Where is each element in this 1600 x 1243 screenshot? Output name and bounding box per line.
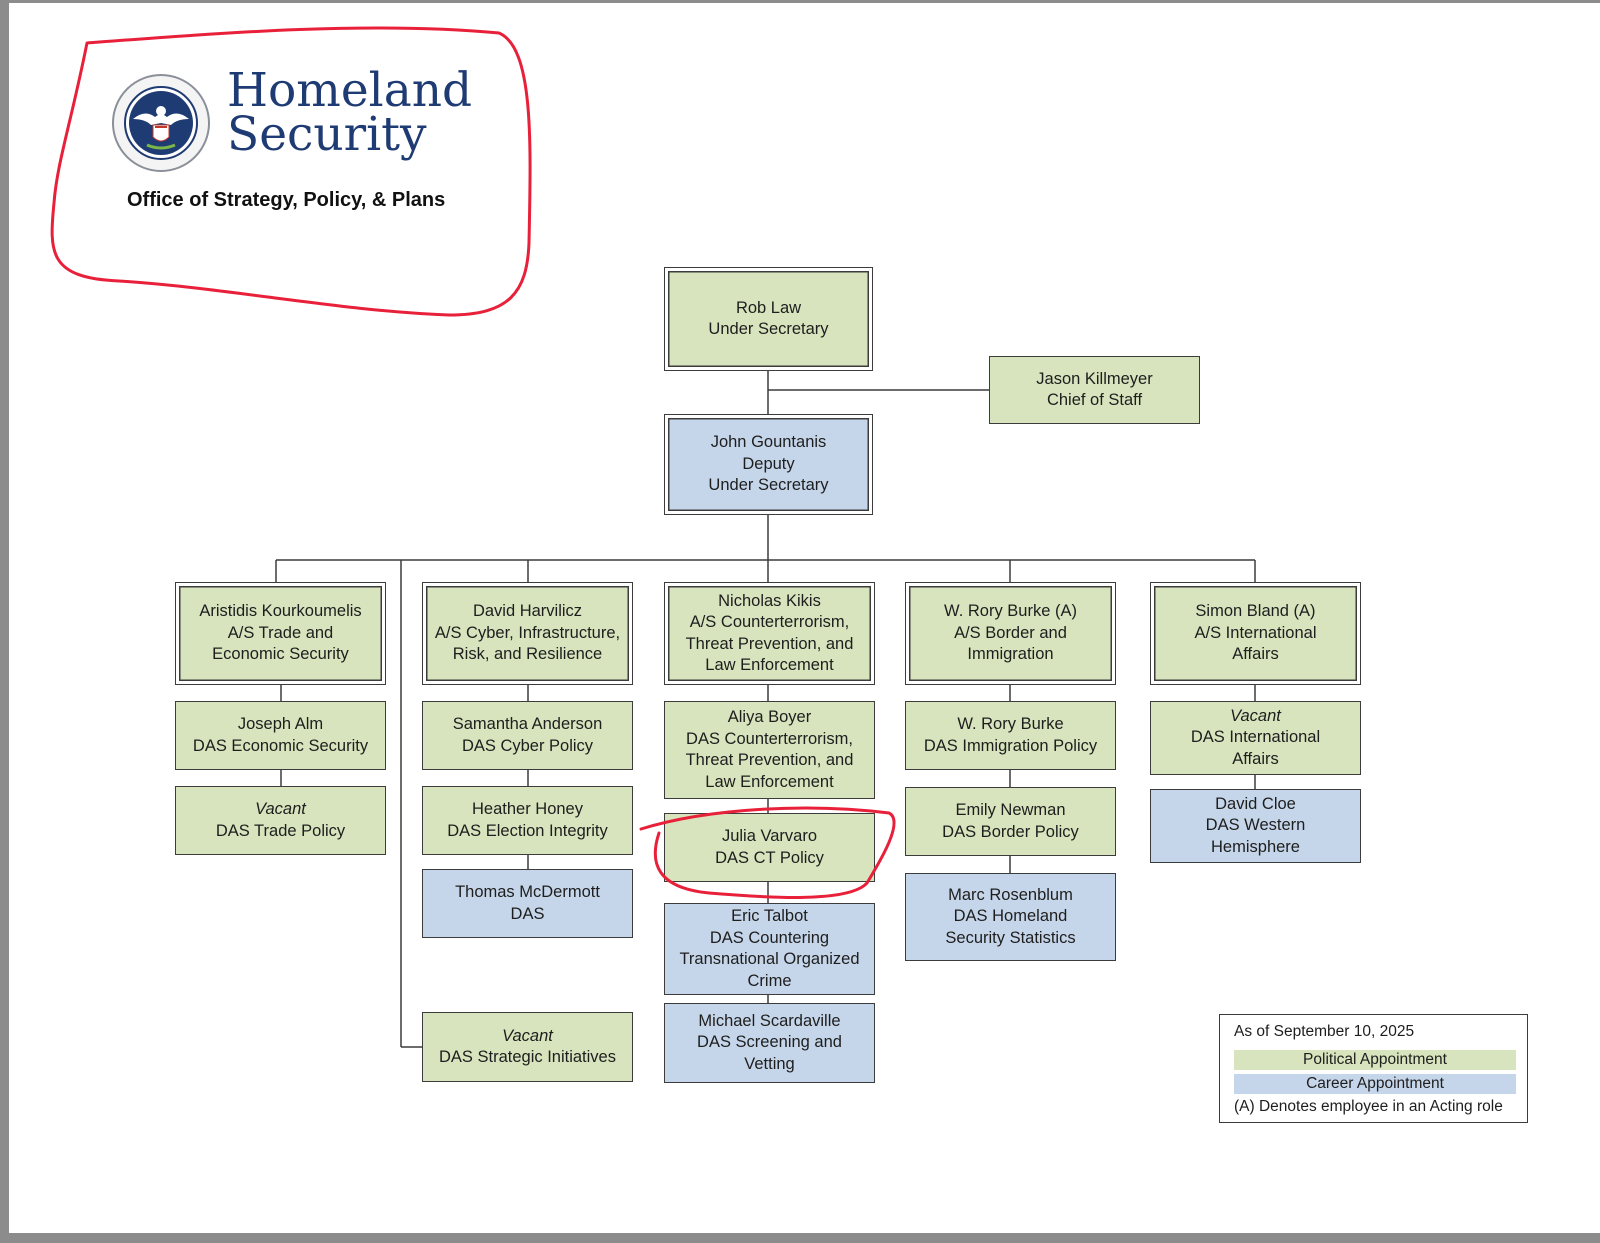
box-name: Vacant [1230, 706, 1281, 725]
box-title: DAS Economic Security [192, 736, 369, 755]
chief-of-staff-box [989, 356, 1200, 424]
box-title: Law Enforcement [705, 656, 834, 674]
box-name: John Gountanis [710, 433, 827, 452]
box-title: Transnational Organized [679, 950, 860, 968]
box-title: Affairs [1232, 645, 1279, 664]
box-name: David Harvilicz [472, 602, 583, 621]
legend-acting-note: (A) Denotes employee in an Acting role [1234, 1098, 1503, 1115]
box-title: A/S Cyber, Infrastructure, [434, 623, 621, 642]
das-western-hemisphere-box [1150, 789, 1361, 863]
box-title: Hemisphere [1211, 837, 1300, 856]
box-name: Simon Bland (A) [1195, 602, 1316, 621]
agency-wordmark [227, 63, 473, 162]
box-title: Immigration [967, 645, 1054, 664]
box-name: Vacant [255, 800, 306, 818]
as-cyber-box [422, 582, 633, 685]
wordmark-line1: Homeland [227, 63, 473, 118]
legend [1219, 1014, 1528, 1123]
das-international-affairs-box [1150, 701, 1361, 775]
box-title: DAS Border Policy [942, 822, 1079, 841]
das-cyber-policy-box [422, 701, 633, 770]
as-trade-economic-box [175, 582, 386, 685]
deputy-under-secretary-box [664, 414, 873, 515]
box-title: Under Secretary [708, 320, 829, 338]
box-name: Julia Varvaro [721, 827, 818, 845]
das-economic-security-box [175, 701, 386, 770]
box-title: A/S Trade and [227, 623, 334, 642]
box-name: Heather Honey [472, 800, 583, 818]
box-title: Chief of Staff [1046, 391, 1143, 409]
box-title: DAS Election Integrity [447, 821, 608, 840]
box-title: DAS Homeland [953, 907, 1068, 926]
office-title: Office of Strategy, Policy, & Plans [127, 189, 446, 211]
box-title: A/S Counterterrorism, [689, 613, 850, 631]
box-title: Security Statistics [945, 928, 1076, 947]
das-ct-policy-box [664, 813, 875, 882]
box-name: Emily Newman [955, 801, 1066, 819]
box-name: Eric Talbot [731, 907, 808, 925]
box-name: David Cloe [1215, 794, 1296, 813]
box-title: A/S International [1194, 623, 1317, 642]
box-title: A/S Border and [954, 623, 1067, 642]
das-strategic-initiatives-box [422, 1012, 633, 1082]
box-name: Aliya Boyer [727, 708, 812, 726]
box-title: Deputy [742, 454, 795, 473]
box-title: Affairs [1232, 749, 1279, 768]
box-title: DAS International [1190, 728, 1321, 747]
box-title: Under Secretary [708, 476, 829, 495]
box-name: Joseph Alm [237, 715, 324, 733]
box-name: Aristidis Kourkoumelis [199, 602, 362, 621]
legend-career: Career Appointment [1234, 1074, 1516, 1094]
org-chart-page [9, 3, 1600, 1233]
box-title: Threat Prevention, and [685, 634, 854, 653]
das-countering-toc-box [664, 903, 875, 995]
das-mcdermott-box [422, 869, 633, 938]
box-title: Vetting [744, 1054, 795, 1073]
box-title: DAS Strategic Initiatives [439, 1048, 616, 1066]
box-name: Nicholas Kikis [718, 591, 821, 610]
das-counterterrorism-box [664, 701, 875, 799]
as-of-date: As of September 10, 2025 [1234, 1023, 1415, 1040]
box-title: DAS Trade Policy [215, 821, 346, 840]
das-homeland-security-statistics-box [905, 873, 1116, 961]
box-title: Crime [747, 971, 792, 990]
box-name: W. Rory Burke (A) [944, 602, 1077, 621]
box-title: DAS Counterterrorism, [686, 729, 853, 748]
as-counterterrorism-box [664, 582, 875, 685]
box-title: Economic Security [212, 645, 349, 664]
box-title: Threat Prevention, and [685, 751, 854, 769]
box-name: Vacant [502, 1026, 553, 1045]
das-immigration-policy-box [905, 701, 1116, 770]
das-trade-policy-box [175, 786, 386, 855]
das-screening-vetting-box [664, 1003, 875, 1083]
as-border-immigration-box [905, 582, 1116, 685]
box-title: Law Enforcement [705, 772, 834, 791]
box-title: DAS Countering [709, 928, 830, 947]
box-name: Rob Law [735, 298, 802, 317]
box-name: W. Rory Burke [957, 715, 1064, 733]
as-international-affairs-box [1150, 582, 1361, 685]
dhs-seal-icon [111, 73, 211, 173]
das-border-policy-box [905, 787, 1116, 856]
das-election-integrity-box [422, 786, 633, 855]
box-name: Jason Killmeyer [1036, 369, 1153, 388]
box-title: Risk, and Resilience [452, 645, 603, 664]
box-name: Marc Rosenblum [948, 885, 1073, 904]
box-name: Thomas McDermott [455, 883, 600, 901]
box-title: DAS [510, 904, 545, 923]
box-title: DAS Western [1205, 816, 1306, 835]
legend-political: Political Appointment [1234, 1050, 1516, 1070]
under-secretary-box [664, 267, 873, 371]
box-title: DAS Screening and [697, 1033, 842, 1052]
box-title: DAS Cyber Policy [461, 736, 594, 755]
box-title: DAS CT Policy [715, 848, 824, 867]
box-name: Samantha Anderson [452, 715, 603, 733]
wordmark-line2: Security [227, 107, 427, 162]
box-title: DAS Immigration Policy [923, 736, 1098, 755]
box-name: Michael Scardaville [698, 1011, 841, 1030]
